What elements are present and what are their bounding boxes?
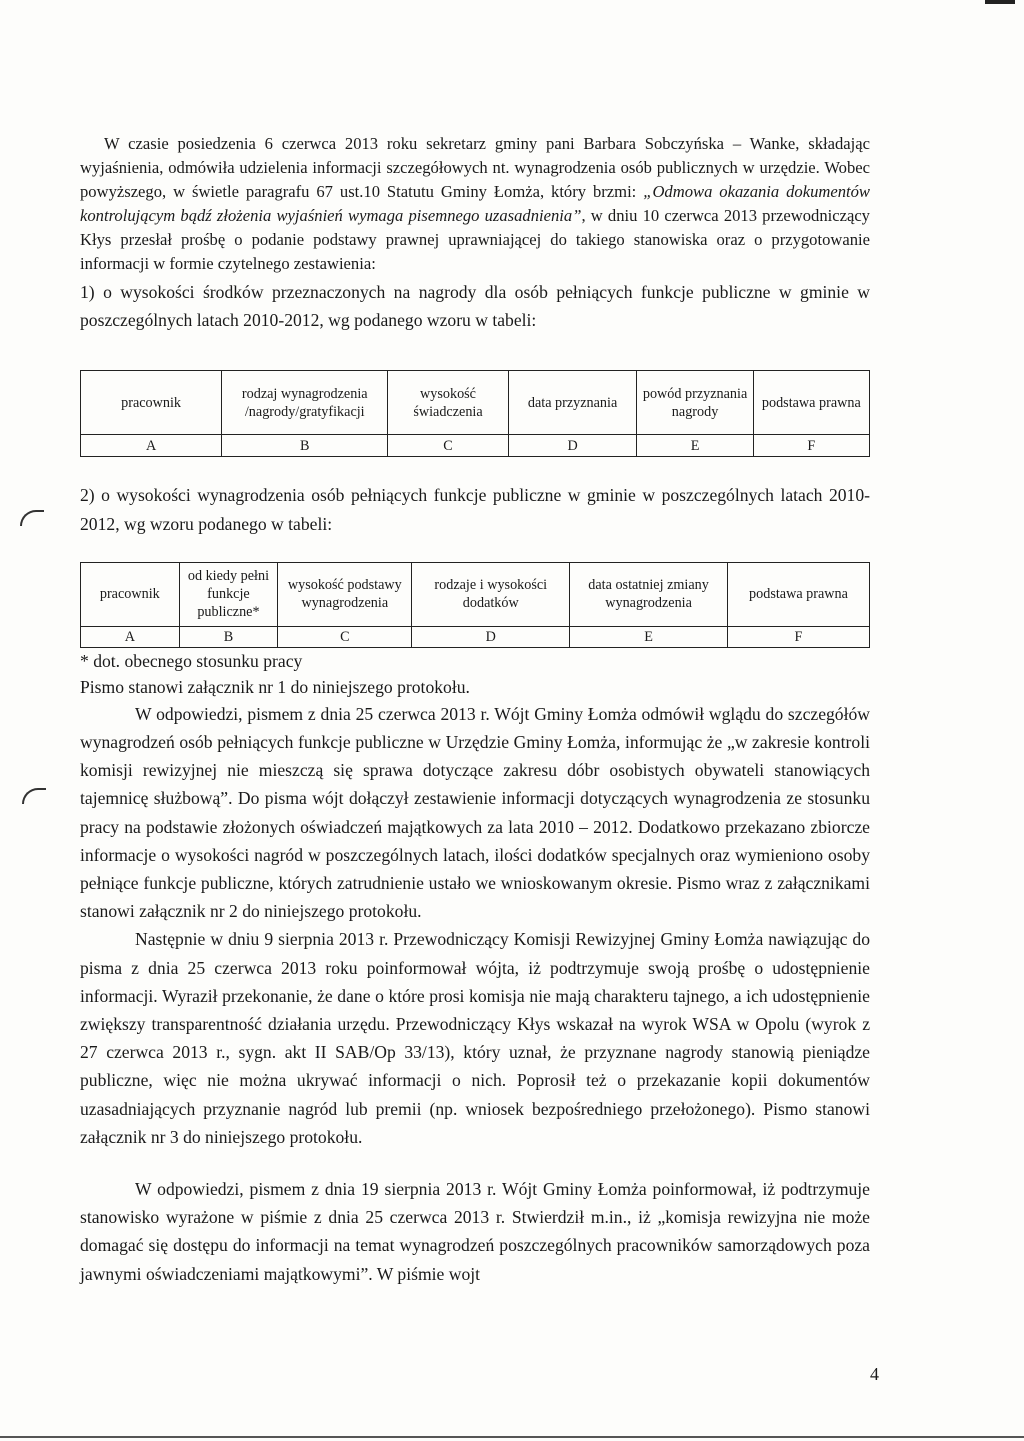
table-letter-cell: B [179, 626, 278, 647]
table-header-cell: rodzaje i wysokości dodatków [412, 562, 570, 626]
followup-paragraph: Następnie w dniu 9 sierpnia 2013 r. Przewodniczący Komisji Rewizyjnej Gminy Łomża nawiązując do pisma z dnia 25 czerwca 2013 roku poinformował wójta, iż podtrzymuje swoją prośbę o udostępnienie informacji. Wyraził przekonanie, że dane o które prosi komisja nie mają charakteru tajnego, a ich udostępnienie zwiększy transparentność działania urzędu. Przewodniczący Kłys wskazał na wyrok WSA w Opolu (wyrok z 27 czerwca 2013 r., sygn. akt II SAB/Op 33/13), który uznał, że przyznane nagrody stanowią pieniądze publiczne, więc nie można ukrywać informacji o nich. Poprosił też o przekazanie kopii dokumentów uzasadniających przyznanie nagród lub premii (np. wniosek bezpośredniego przełożonego). Pismo stanowi załącznik nr 3 do niniejszego protokołu. [80, 929, 870, 1147]
table-letter-cell: C [278, 626, 412, 647]
intro-paragraph: W czasie posiedzenia 6 czerwca 2013 roku sekretarz gminy pani Barbara Sobczyńska – Wanke, składając wyjaśnienia, odmówiła udzielenia informacji szczegółowych nt. wynagrodzenia osób publicznych w urzędzie. Wobec powyższego, w świetle paragrafu 67 ust.10 Statutu Gminy Łomża, który brzmi: „Odmowa okazania dokumentów kontrolującym bądź złożenia wyjaśnień wymaga pisemnego uzasadnienia”, w dniu 10 czerwca 2013 przewodniczący Kłys przesłał prośbę o podanie podstawy prawnej uprawniającej do takiego stanowiska oraz o przygotowanie informacji w formie czytelnego zestawienia: [80, 134, 871, 273]
scan-bottom-edge [0, 1436, 1024, 1438]
table-header-cell: rodzaj wynagrodzenia /nagrody/gratyfikacji [222, 371, 388, 435]
table-header-cell: pracownik [81, 562, 180, 626]
table-letter-cell: E [570, 626, 728, 647]
document-page [80, 132, 870, 1288]
answer-paragraph-2: W odpowiedzi, pismem z dnia 19 sierpnia 2013 r. Wójt Gminy Łomża poinformował, iż podtrzymuje stanowisko wyrażone w piśmie z dnia 25 czerwca 2013 r. Stwierdził m.in., iż „komisja rewizyjna nie może domagać się dostępu do informacji na temat wynagrodzeń poszczególnych pracowników samorządowych poza jawnymi oświadczeniami majątkowymi”. W piśmie wojt [80, 1179, 870, 1284]
table-header-cell: wysokość podstawy wynagrodzenia [278, 562, 412, 626]
table-letter-cell: A [81, 626, 180, 647]
awards-template-table [80, 370, 870, 457]
table-letter-cell: B [222, 435, 388, 457]
attachment-note-1: Pismo stanowi załącznik nr 1 do niniejszego protokołu. [80, 676, 470, 697]
table-header-cell: podstawa prawna [753, 371, 869, 435]
table-letter-cell: E [637, 435, 753, 457]
table-letter-cell: D [508, 435, 637, 457]
answer-paragraph-1: W odpowiedzi, pismem z dnia 25 czerwca 2013 r. Wójt Gminy Łomża odmówił wglądu do szczegółów wynagrodzeń osób pełniących funkcje publiczne w Urzędzie Gminy Łomża, informując że „w zakresie kontroli komisji rewizyjnej nie mieszczą się sprawa dotyczące zakresu dóbr osobistych obywateli stanowiących tajemnicę służbową”. Do pisma wójt dołączył zestawienie informacji dotyczących wynagrodzenia ze stosunku pracy na podstawie złożonych oświadczeń majątkowych za lata 2010 – 2012. Dodatkowo przekazano zbiorcze informacje o wysokości nagród w poszczególnych latach, ilości dodatków specjalnych oraz wymieniono osoby pełniące funkcje publiczne, których zatrudnienie ustało we wnioskowanym okresie. Pismo wraz z załącznikami stanowi załącznik nr 2 do niniejszego protokołu. [80, 703, 870, 922]
statute-quote-continued: wymaga pisemnego uzasadnienia” [348, 206, 582, 225]
table-letter-cell: A [81, 435, 222, 457]
table-letter-cell: F [753, 435, 869, 457]
table-header-cell: data przyznania [508, 371, 637, 435]
scan-edge-mark [985, 0, 1015, 4]
table-letter-cell: C [388, 435, 508, 457]
table-header-cell: powód przyznania nagrody [637, 371, 753, 435]
request-item-2: 2) o wysokości wynagrodzenia osób pełniących funkcje publiczne w gminie w poszczególnych latach 2010-2012, wg wzoru podanego w tabeli: [80, 485, 871, 534]
punch-hole-mark [20, 510, 44, 526]
table-header-cell: wysokość świadczenia [388, 371, 508, 435]
salary-template-table [80, 562, 870, 648]
table-header-cell: podstawa prawna [727, 562, 869, 626]
table-header-cell: data ostatniej zmiany wynagrodzenia [570, 562, 728, 626]
page-number: 4 [870, 1364, 879, 1384]
punch-hole-mark [22, 788, 46, 804]
table-header-cell: pracownik [81, 371, 222, 435]
request-item-1: 1) o wysokości środków przeznaczonych na nagrody dla osób pełniących funkcje publiczne w gminie w poszczególnych latach 2010-2012, wg podanego wzoru w tabeli: [80, 282, 870, 331]
statute-quote: „Odmowa okazania dokumentów kontrolującym bądź złożenia wyjaśnień [80, 182, 871, 225]
table-letter-cell: F [727, 626, 869, 647]
footnote: * dot. obecnego stosunku pracy [80, 650, 303, 671]
table-header-cell: od kiedy pełni funkcje publiczne* [179, 562, 278, 626]
table-letter-cell: D [412, 626, 570, 647]
